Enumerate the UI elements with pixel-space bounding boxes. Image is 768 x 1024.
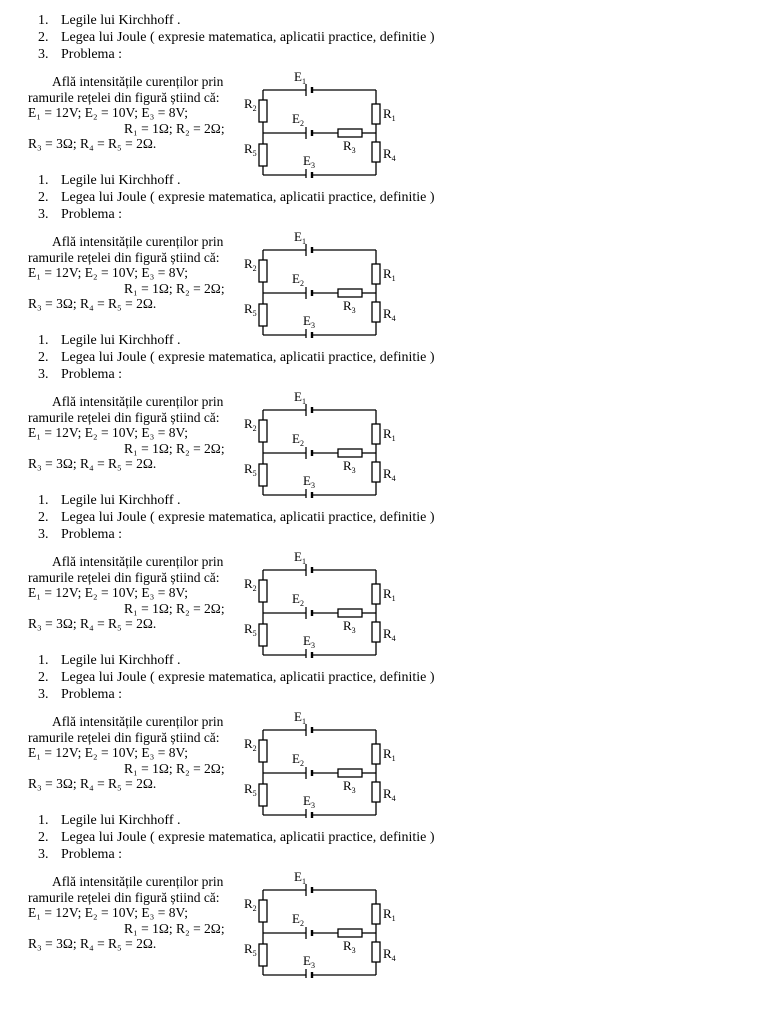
problem-values-e: E₁ = 12V; E₂ = 10V; E₃ = 8V; — [28, 105, 188, 120]
label-e3: $E_3$ — [303, 953, 315, 970]
label-r5: $R_5$ — [244, 781, 257, 798]
exam-block — [0, 492, 768, 652]
list-item — [38, 509, 435, 526]
list-text: Problema : — [61, 847, 123, 862]
label-r2: $R_2$ — [244, 896, 257, 913]
label-r4: $R_4$ — [383, 786, 396, 803]
label-e2: $E_2$ — [292, 111, 304, 128]
battery-e1 — [306, 724, 312, 736]
label-r2: $R_2$ — [244, 736, 257, 753]
circuit-diagram — [238, 228, 444, 338]
problem-values-r1r2: R₁ = 1Ω; R₂ = 2Ω; — [124, 280, 225, 296]
exam-block — [0, 172, 768, 332]
list-number: 1. — [38, 173, 49, 188]
list-number: 2. — [38, 830, 49, 845]
question-list — [38, 492, 435, 543]
list-item — [38, 812, 435, 829]
problem-values-e: E₁ = 12V; E₂ = 10V; E₃ = 8V; — [28, 265, 188, 280]
list-item — [38, 669, 435, 686]
resistor-r3 — [338, 129, 362, 137]
list-number: 3. — [38, 527, 49, 542]
resistor-r2 — [259, 260, 267, 282]
problem-values-e: E₁ = 12V; E₂ = 10V; E₃ = 8V; — [28, 425, 188, 440]
label-r1: $R_1$ — [383, 106, 396, 123]
list-number: 2. — [38, 670, 49, 685]
exam-block — [0, 812, 768, 972]
problem-line: ramurile rețelei din figură știind că: — [28, 409, 220, 425]
list-number: 3. — [38, 847, 49, 862]
problem-values-r3r5: R₃ = 3Ω; R₄ = R₅ = 2Ω. — [28, 296, 157, 311]
resistor-r4 — [372, 622, 380, 642]
resistor-r2 — [259, 580, 267, 602]
resistor-r3 — [338, 769, 362, 777]
battery-e1 — [306, 564, 312, 576]
list-text: Legea lui Joule ( expresie matematica, aplicatii practice, definitie ) — [61, 350, 435, 365]
list-number: 2. — [38, 510, 49, 525]
resistor-r1 — [372, 104, 380, 124]
circuit-diagram — [238, 68, 444, 178]
problem-line: Află intensitățile curenților prin — [52, 394, 224, 409]
problem-line: Află intensitățile curenților prin — [52, 74, 224, 89]
resistor-r4 — [372, 302, 380, 322]
exam-block — [0, 12, 768, 172]
label-r2: $R_2$ — [244, 96, 257, 113]
resistor-r2 — [259, 900, 267, 922]
label-e3: $E_3$ — [303, 313, 315, 330]
problem-line: Află intensitățile curenților prin — [52, 234, 224, 249]
list-text: Legile lui Kirchhoff . — [61, 653, 181, 668]
battery-e2 — [306, 607, 312, 619]
resistor-r4 — [372, 462, 380, 482]
list-text: Legile lui Kirchhoff . — [61, 333, 181, 348]
label-r4: $R_4$ — [383, 466, 396, 483]
list-item — [38, 686, 435, 703]
label-e3: $E_3$ — [303, 793, 315, 810]
battery-e1 — [306, 84, 312, 96]
list-item — [38, 172, 435, 189]
label-r3: $R_3$ — [343, 298, 356, 315]
label-e1: $E_1$ — [294, 229, 306, 246]
list-text: Legea lui Joule ( expresie matematica, aplicatii practice, definitie ) — [61, 670, 435, 685]
label-r1: $R_1$ — [383, 746, 396, 763]
battery-e1 — [306, 884, 312, 896]
label-e2: $E_2$ — [292, 911, 304, 928]
list-number: 3. — [38, 47, 49, 62]
problem-line: ramurile rețelei din figură știind că: — [28, 729, 220, 745]
circuit-diagram — [238, 388, 444, 498]
list-item — [38, 366, 435, 383]
battery-e2 — [306, 447, 312, 459]
battery-e2 — [306, 287, 312, 299]
resistor-r5 — [259, 144, 267, 166]
list-text: Legile lui Kirchhoff . — [61, 13, 181, 28]
label-e1: $E_1$ — [294, 549, 306, 566]
label-r4: $R_4$ — [383, 306, 396, 323]
problem-line: ramurile rețelei din figură știind că: — [28, 889, 220, 905]
list-text: Problema : — [61, 367, 123, 382]
problem-statement — [28, 394, 238, 472]
list-text: Legea lui Joule ( expresie matematica, aplicatii practice, definitie ) — [61, 830, 435, 845]
list-number: 1. — [38, 13, 49, 28]
list-item — [38, 332, 435, 349]
resistor-r3 — [338, 929, 362, 937]
label-r3: $R_3$ — [343, 138, 356, 155]
problem-line: ramurile rețelei din figură știind că: — [28, 569, 220, 585]
problem-statement — [28, 714, 238, 792]
problem-line: Află intensitățile curenților prin — [52, 714, 224, 729]
problem-statement — [28, 234, 238, 312]
list-number: 1. — [38, 653, 49, 668]
label-e2: $E_2$ — [292, 431, 304, 448]
list-item — [38, 349, 435, 366]
list-item — [38, 189, 435, 206]
circuit-diagram — [238, 708, 444, 818]
resistor-r4 — [372, 782, 380, 802]
list-number: 3. — [38, 207, 49, 222]
circuit-diagram — [238, 548, 444, 658]
list-number: 1. — [38, 813, 49, 828]
problem-line: Află intensitățile curenților prin — [52, 874, 224, 889]
battery-e2 — [306, 927, 312, 939]
circuit-diagram — [238, 868, 444, 978]
label-e1: $E_1$ — [294, 389, 306, 406]
label-r3: $R_3$ — [343, 938, 356, 955]
problem-values-r3r5: R₃ = 3Ω; R₄ = R₅ = 2Ω. — [28, 776, 157, 791]
problem-values-r1r2: R₁ = 1Ω; R₂ = 2Ω; — [124, 120, 225, 136]
list-item — [38, 652, 435, 669]
list-item — [38, 46, 435, 63]
question-list — [38, 332, 435, 383]
label-e1: $E_1$ — [294, 709, 306, 726]
problem-values-r1r2: R₁ = 1Ω; R₂ = 2Ω; — [124, 920, 225, 936]
label-r3: $R_3$ — [343, 778, 356, 795]
list-item — [38, 29, 435, 46]
label-r1: $R_1$ — [383, 586, 396, 603]
resistor-r2 — [259, 100, 267, 122]
label-e2: $E_2$ — [292, 751, 304, 768]
resistor-r4 — [372, 142, 380, 162]
list-number: 2. — [38, 350, 49, 365]
exam-block — [0, 332, 768, 492]
resistor-r4 — [372, 942, 380, 962]
list-item — [38, 526, 435, 543]
list-text: Legile lui Kirchhoff . — [61, 493, 181, 508]
question-list — [38, 172, 435, 223]
label-r1: $R_1$ — [383, 906, 396, 923]
label-e1: $E_1$ — [294, 869, 306, 886]
problem-values-r3r5: R₃ = 3Ω; R₄ = R₅ = 2Ω. — [28, 616, 157, 631]
resistor-r5 — [259, 304, 267, 326]
label-r5: $R_5$ — [244, 621, 257, 638]
list-text: Legea lui Joule ( expresie matematica, aplicatii practice, definitie ) — [61, 30, 435, 45]
list-text: Problema : — [61, 47, 123, 62]
list-text: Legile lui Kirchhoff . — [61, 173, 181, 188]
problem-statement — [28, 554, 238, 632]
label-r5: $R_5$ — [244, 141, 257, 158]
list-text: Legea lui Joule ( expresie matematica, aplicatii practice, definitie ) — [61, 190, 435, 205]
label-r5: $R_5$ — [244, 301, 257, 318]
label-e2: $E_2$ — [292, 591, 304, 608]
label-r2: $R_2$ — [244, 576, 257, 593]
resistor-r1 — [372, 264, 380, 284]
list-item — [38, 829, 435, 846]
list-number: 3. — [38, 687, 49, 702]
list-text: Legile lui Kirchhoff . — [61, 813, 181, 828]
label-r4: $R_4$ — [383, 146, 396, 163]
problem-values-r1r2: R₁ = 1Ω; R₂ = 2Ω; — [124, 440, 225, 456]
label-r4: $R_4$ — [383, 626, 396, 643]
resistor-r1 — [372, 424, 380, 444]
exam-block — [0, 652, 768, 812]
list-text: Problema : — [61, 687, 123, 702]
problem-line: Află intensitățile curenților prin — [52, 554, 224, 569]
resistor-r1 — [372, 584, 380, 604]
problem-values-e: E₁ = 12V; E₂ = 10V; E₃ = 8V; — [28, 745, 188, 760]
problem-values-r1r2: R₁ = 1Ω; R₂ = 2Ω; — [124, 760, 225, 776]
question-list — [38, 652, 435, 703]
resistor-r1 — [372, 904, 380, 924]
problem-statement — [28, 74, 238, 152]
question-list — [38, 12, 435, 63]
resistor-r5 — [259, 944, 267, 966]
battery-e2 — [306, 127, 312, 139]
label-r3: $R_3$ — [343, 458, 356, 475]
problem-values-r1r2: R₁ = 1Ω; R₂ = 2Ω; — [124, 600, 225, 616]
resistor-r3 — [338, 609, 362, 617]
problem-line: ramurile rețelei din figură știind că: — [28, 89, 220, 105]
problem-values-r3r5: R₃ = 3Ω; R₄ = R₅ = 2Ω. — [28, 936, 157, 951]
resistor-r3 — [338, 449, 362, 457]
list-number: 2. — [38, 30, 49, 45]
list-item — [38, 492, 435, 509]
label-e3: $E_3$ — [303, 633, 315, 650]
list-text: Legea lui Joule ( expresie matematica, aplicatii practice, definitie ) — [61, 510, 435, 525]
battery-e3 — [306, 969, 312, 978]
resistor-r5 — [259, 624, 267, 646]
problem-values-r3r5: R₃ = 3Ω; R₄ = R₅ = 2Ω. — [28, 456, 157, 471]
resistor-r5 — [259, 464, 267, 486]
question-list — [38, 812, 435, 863]
label-e2: $E_2$ — [292, 271, 304, 288]
battery-e2 — [306, 767, 312, 779]
label-e3: $E_3$ — [303, 153, 315, 170]
label-e1: $E_1$ — [294, 69, 306, 86]
list-text: Problema : — [61, 527, 123, 542]
battery-e1 — [306, 404, 312, 416]
label-r1: $R_1$ — [383, 426, 396, 443]
resistor-r3 — [338, 289, 362, 297]
problem-line: ramurile rețelei din figură știind că: — [28, 249, 220, 265]
problem-statement — [28, 874, 238, 952]
label-e3: $E_3$ — [303, 473, 315, 490]
list-item — [38, 206, 435, 223]
label-r5: $R_5$ — [244, 941, 257, 958]
list-number: 2. — [38, 190, 49, 205]
list-number: 1. — [38, 493, 49, 508]
resistor-r2 — [259, 420, 267, 442]
resistor-r1 — [372, 744, 380, 764]
problem-values-e: E₁ = 12V; E₂ = 10V; E₃ = 8V; — [28, 585, 188, 600]
list-item — [38, 12, 435, 29]
problem-values-r3r5: R₃ = 3Ω; R₄ = R₅ = 2Ω. — [28, 136, 157, 151]
list-text: Problema : — [61, 207, 123, 222]
label-r5: $R_5$ — [244, 461, 257, 478]
label-r1: $R_1$ — [383, 266, 396, 283]
battery-e1 — [306, 244, 312, 256]
list-item — [38, 846, 435, 863]
resistor-r2 — [259, 740, 267, 762]
label-r3: $R_3$ — [343, 618, 356, 635]
label-r4: $R_4$ — [383, 946, 396, 963]
label-r2: $R_2$ — [244, 256, 257, 273]
resistor-r5 — [259, 784, 267, 806]
list-number: 3. — [38, 367, 49, 382]
list-number: 1. — [38, 333, 49, 348]
problem-values-e: E₁ = 12V; E₂ = 10V; E₃ = 8V; — [28, 905, 188, 920]
label-r2: $R_2$ — [244, 416, 257, 433]
